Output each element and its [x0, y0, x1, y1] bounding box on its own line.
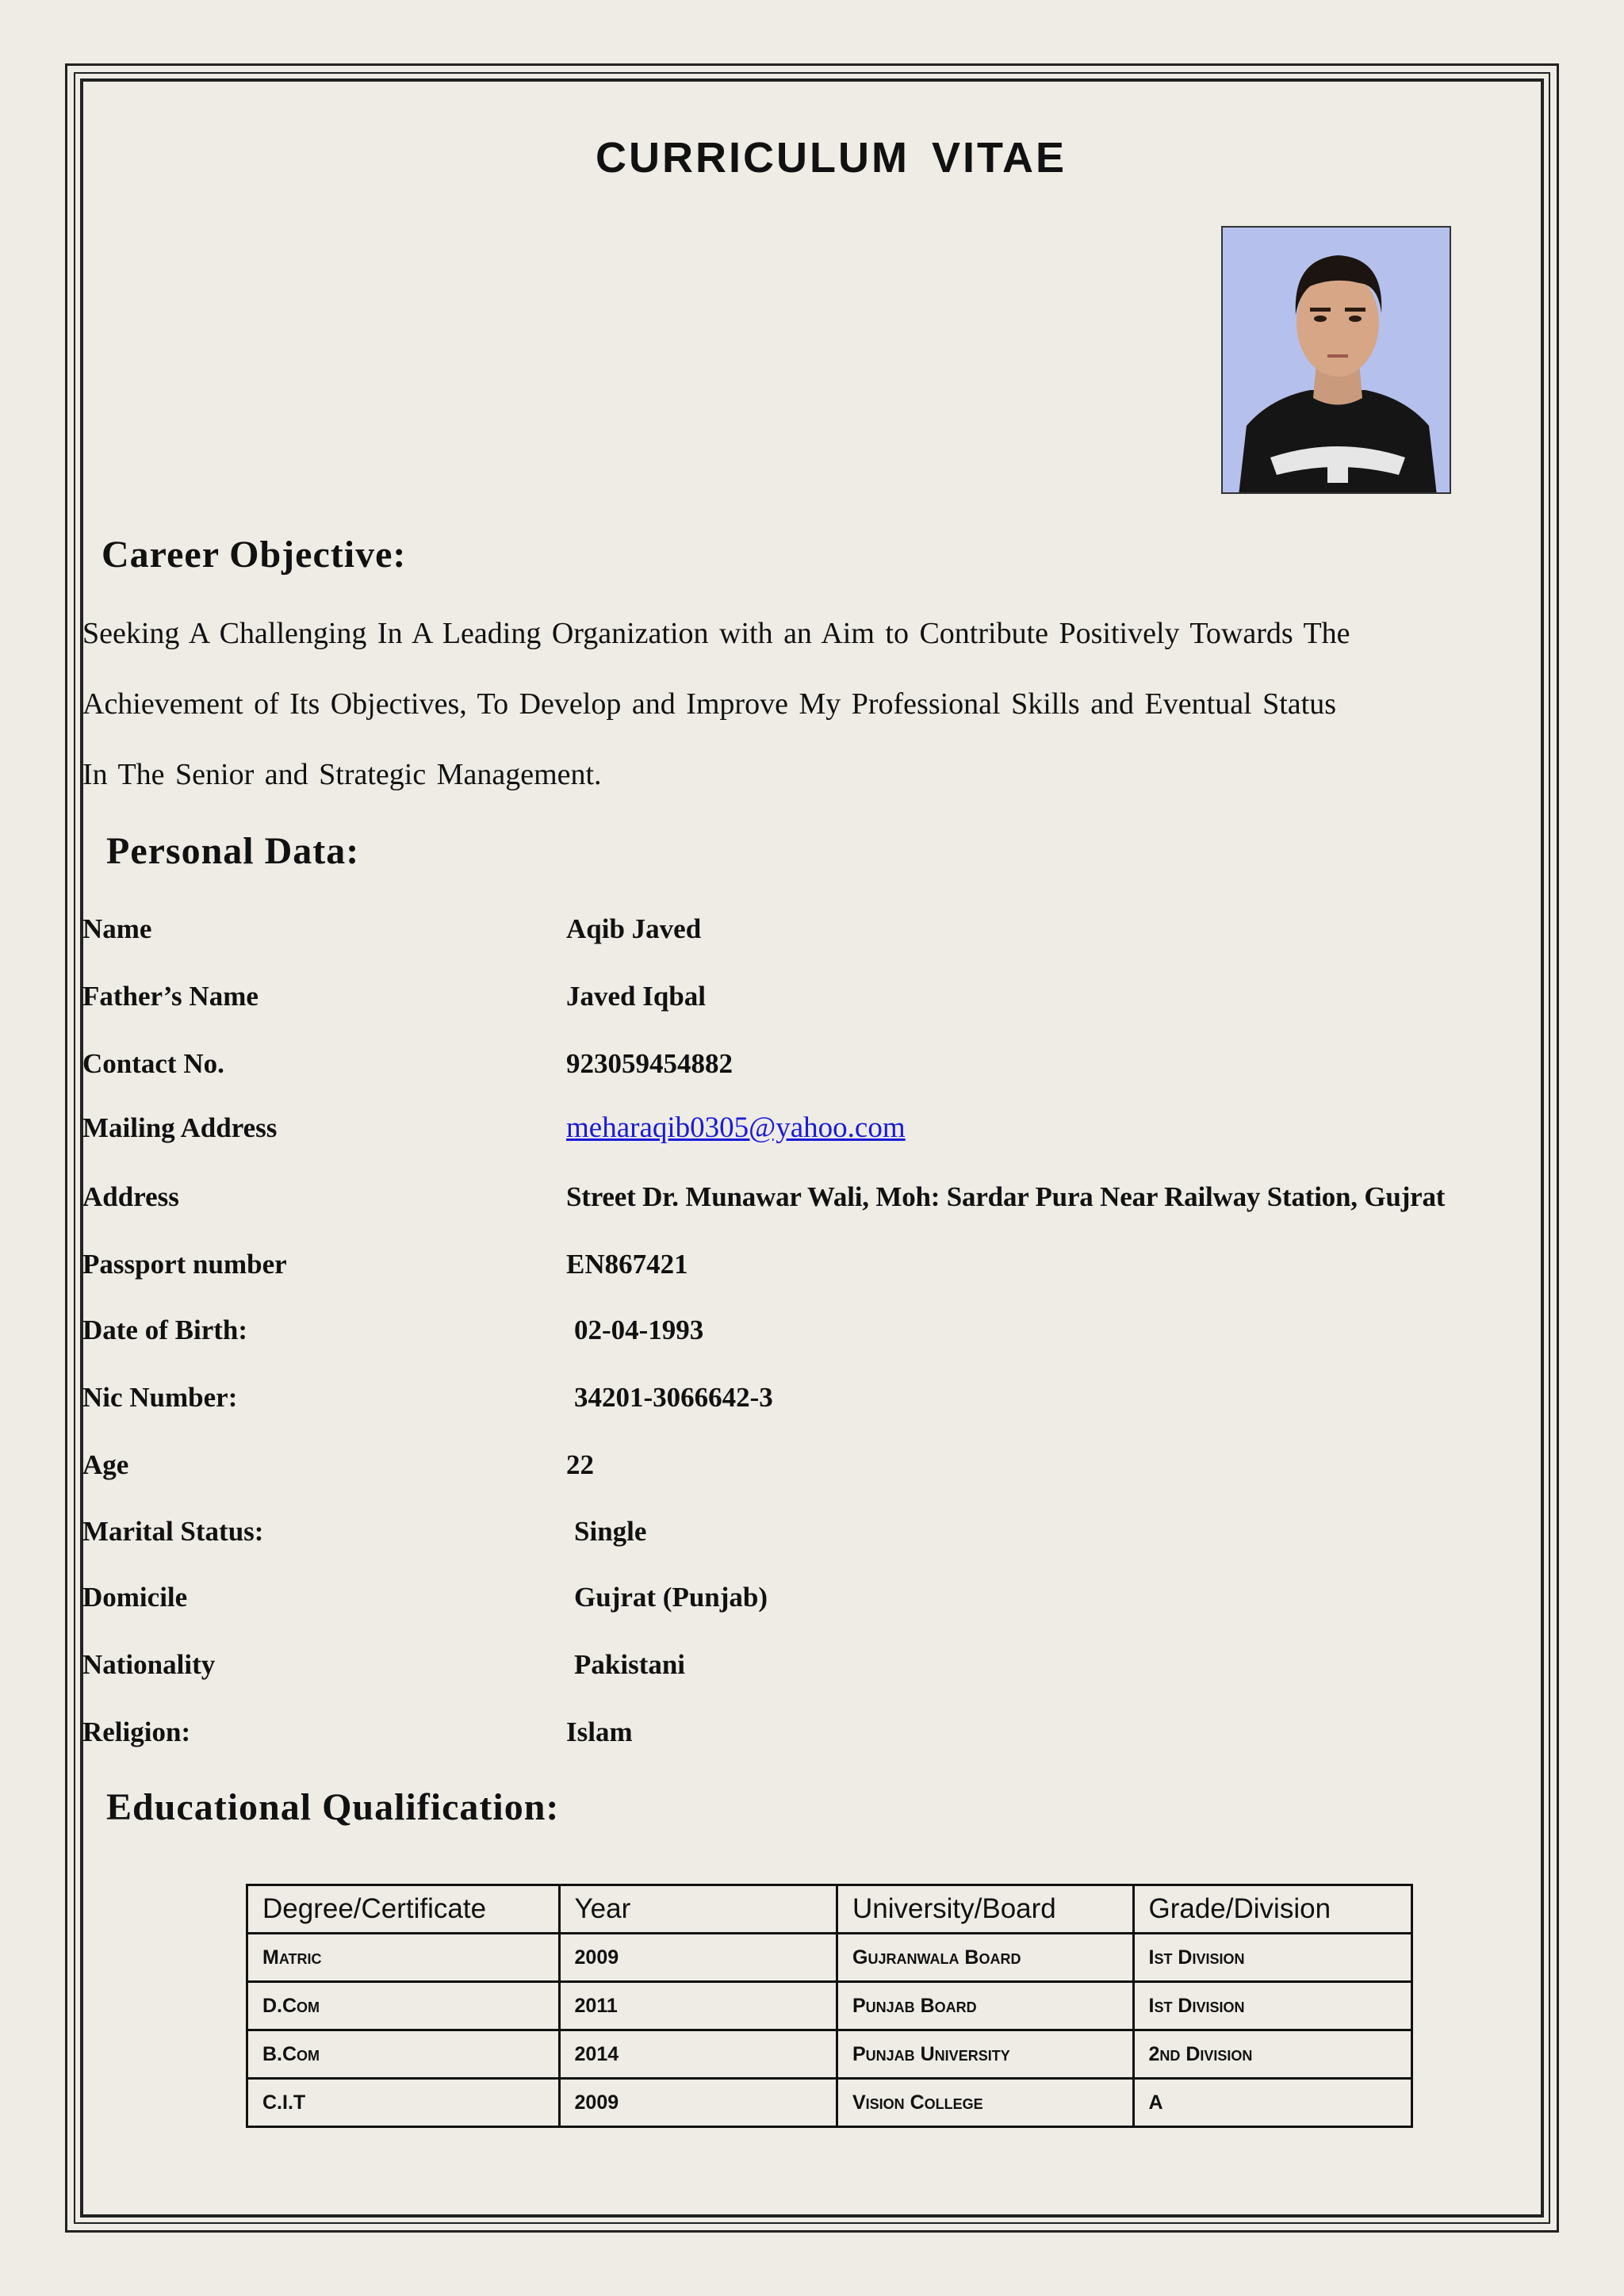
value-marital-status: Single: [574, 1516, 647, 1547]
objective-line-3: In The Senior and Strategic Management.: [82, 758, 602, 791]
table-cell: Punjab University: [837, 2030, 1134, 2079]
table-cell: Vision College: [837, 2079, 1134, 2127]
value-name: Aqib Javed: [566, 913, 702, 944]
email-link[interactable]: meharaqib0305@yahoo.com: [566, 1112, 906, 1144]
label-religion: Religion:: [82, 1716, 191, 1747]
label-name: Name: [82, 913, 152, 944]
document-title: CURRICULUM VITAE: [596, 134, 1067, 182]
table-row: [247, 1934, 1412, 1982]
table-cell: 2009: [559, 1934, 837, 1982]
profile-photo: [1221, 226, 1451, 494]
label-address: Address: [82, 1181, 179, 1212]
value-nationality: Pakistani: [574, 1649, 686, 1680]
table-cell: Matric: [247, 1934, 560, 1982]
table-cell: Ist Division: [1133, 1934, 1412, 1982]
column-header: Year: [559, 1885, 837, 1934]
table-cell: 2014: [559, 2030, 837, 2079]
career-objective-heading: Career Objective:: [102, 534, 407, 576]
table-header-row: [247, 1885, 1412, 1934]
label-contact: Contact No.: [82, 1048, 224, 1079]
value-contact: 923059454882: [566, 1048, 733, 1079]
column-header: Grade/Division: [1133, 1885, 1412, 1934]
label-age: Age: [82, 1449, 129, 1480]
table-cell: C.I.T: [247, 2079, 560, 2127]
table-cell: Gujranwala Board: [837, 1934, 1134, 1982]
label-father-name: Father’s Name: [82, 981, 259, 1012]
table-cell: 2011: [559, 1982, 837, 2030]
objective-line-2: Achievement of Its Objectives, To Develop and Improve My Professional Skills and Eventual Status: [82, 687, 1337, 721]
table-cell: A: [1133, 2079, 1412, 2127]
value-age: 22: [566, 1449, 594, 1480]
table-cell: Punjab Board: [837, 1982, 1134, 2030]
value-domicile: Gujrat (Punjab): [574, 1582, 768, 1613]
education-table: [246, 1884, 1413, 2128]
table-cell: 2009: [559, 2079, 837, 2127]
label-marital-status: Marital Status:: [82, 1516, 264, 1547]
table-row: [247, 2079, 1412, 2127]
value-address: Street Dr. Munawar Wali, Moh: Sardar Pura Near Railway Station, Gujrat: [566, 1181, 1446, 1212]
label-passport: Passport number: [82, 1249, 287, 1280]
value-religion: Islam: [566, 1716, 633, 1747]
table-row: [247, 1982, 1412, 2030]
value-father-name: Javed Iqbal: [566, 981, 707, 1012]
table-cell: 2nd Division: [1133, 2030, 1412, 2079]
value-dob: 02-04-1993: [574, 1314, 704, 1345]
value-nic: 34201-3066642-3: [574, 1382, 773, 1413]
value-passport: EN867421: [566, 1249, 688, 1280]
label-mailing-address: Mailing Address: [82, 1112, 278, 1143]
column-header: Degree/Certificate: [247, 1885, 560, 1934]
table-cell: D.Com: [247, 1982, 560, 2030]
education-heading: Educational Qualification:: [106, 1786, 560, 1828]
personal-data-heading: Personal Data:: [106, 830, 360, 872]
label-nic: Nic Number:: [82, 1382, 238, 1413]
objective-line-1: Seeking A Challenging In A Leading Organization with an Aim to Contribute Positively Towards The: [82, 617, 1350, 650]
label-dob: Date of Birth:: [82, 1314, 248, 1345]
table-cell: B.Com: [247, 2030, 560, 2079]
column-header: University/Board: [837, 1885, 1134, 1934]
table-row: [247, 2030, 1412, 2079]
label-nationality: Nationality: [82, 1649, 216, 1680]
label-domicile: Domicile: [82, 1582, 188, 1613]
table-cell: Ist Division: [1133, 1982, 1412, 2030]
